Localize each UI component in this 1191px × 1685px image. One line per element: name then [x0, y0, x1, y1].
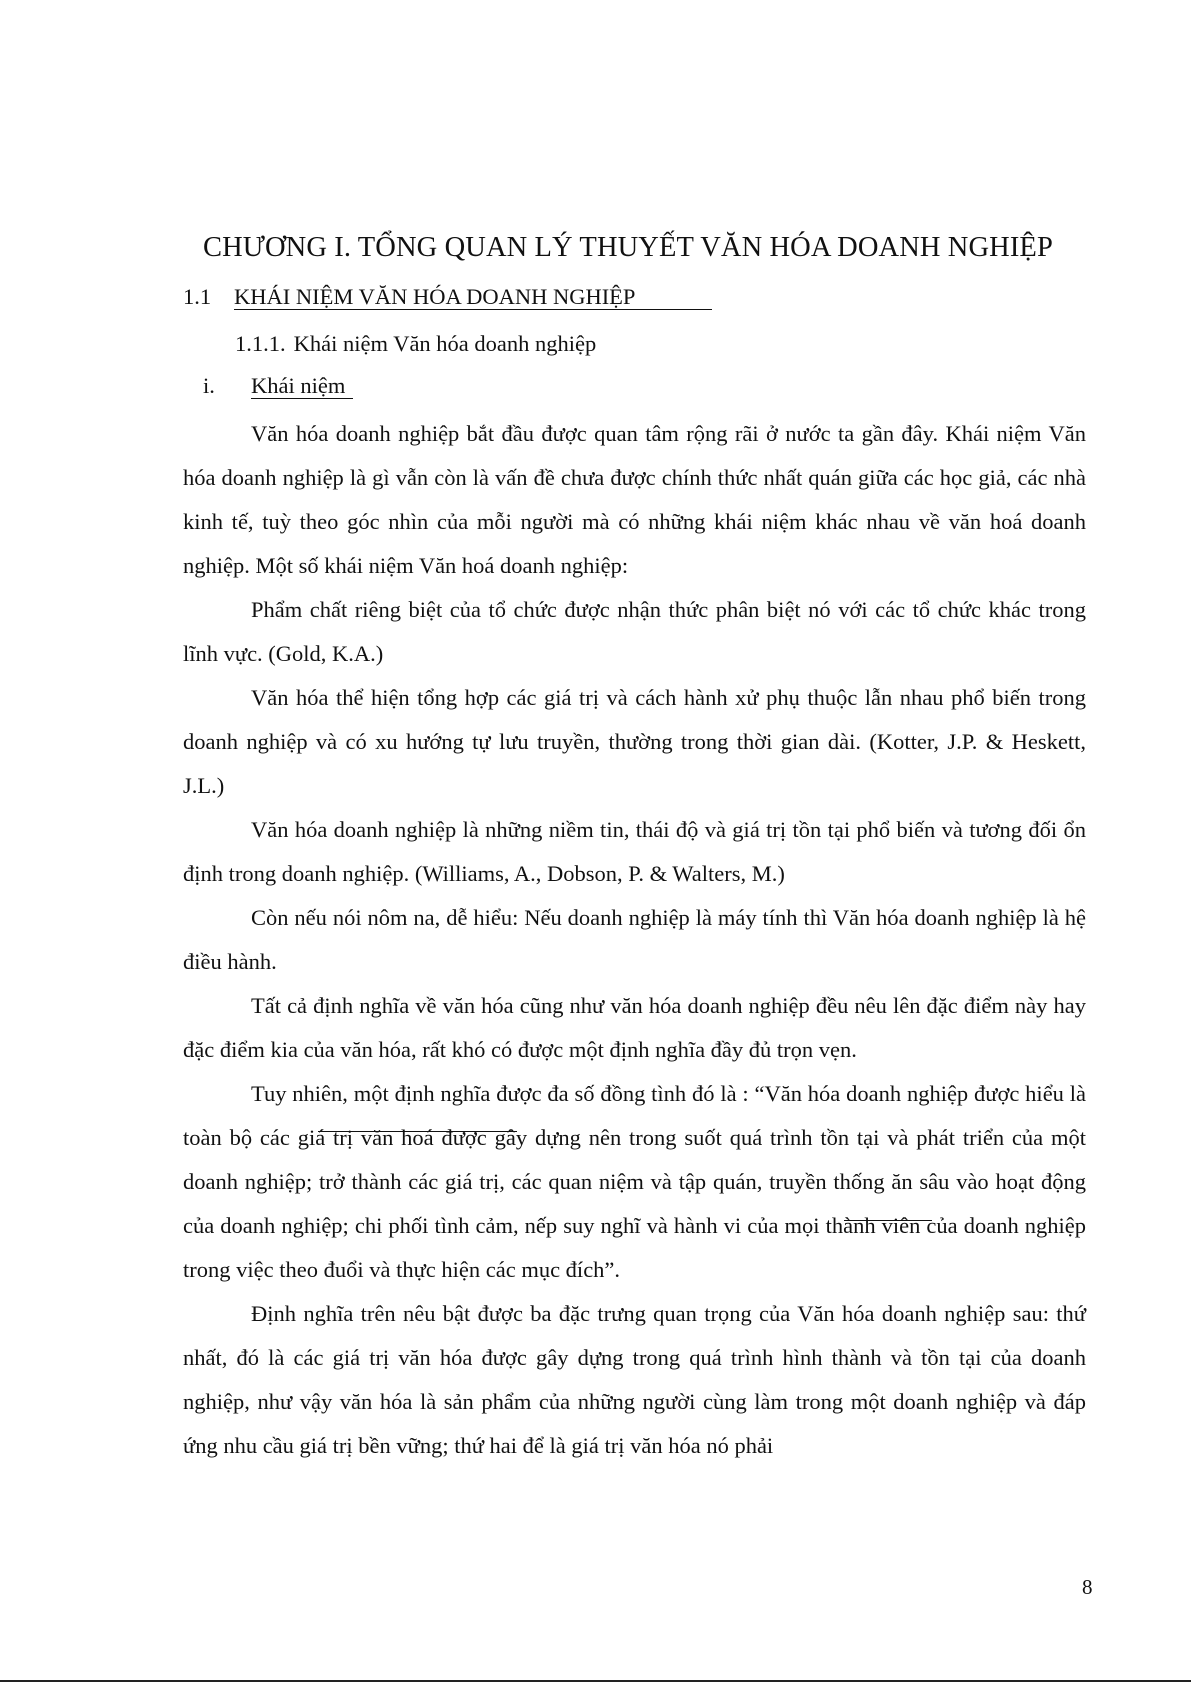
- chapter-title: CHƯƠNG I. TỔNG QUAN LÝ THUYẾT VĂN HÓA DOANH NGHIỆP: [203, 232, 1053, 263]
- paragraph: Tất cả định nghĩa về văn hóa cũng như văn hóa doanh nghiệp đều nêu lên đặc điểm này hay đặc điểm kia của văn hóa, rất khó có được một định nghĩa đầy đủ trọn vẹn.: [183, 993, 1086, 1062]
- annotation-underline: [844, 1220, 932, 1221]
- item-title: Khái niệm: [251, 374, 353, 399]
- paragraph: Văn hóa doanh nghiệp là những niềm tin, thái độ và giá trị tồn tại phổ biến và tương đối ổn định trong doanh nghiệp. (Williams, A., Dobson, P. & Walters, M.): [183, 817, 1086, 886]
- section-heading: [183, 284, 712, 310]
- paragraph: Văn hóa doanh nghiệp bắt đầu được quan tâm rộng rãi ở nước ta gần đây. Khái niệm Văn hóa doanh nghiệp là gì vẫn còn là vấn đề chưa được chính thức nhất quán giữa các học giả, các nhà kinh tế, tuỳ theo góc nhìn của mỗi người mà có những khái niệm khác nhau về văn hoá doanh nghiệp. Một số khái niệm Văn hoá doanh nghiệp:: [183, 421, 1086, 578]
- subsection-heading: [235, 331, 596, 357]
- subsection-title: Khái niệm Văn hóa doanh nghiệp: [293, 331, 597, 356]
- subsection-number: 1.1.1.: [235, 331, 286, 356]
- item-number: i.: [203, 373, 215, 398]
- paragraph: Tuy nhiên, một định nghĩa được đa số đồng tình đó là : “Văn hóa doanh nghiệp được hiểu là toàn bộ các giá trị văn hoá được gây dựng nên trong suốt quá trình tồn tại và phát triển của một doanh nghiệp; trở thành các giá trị, các quan niệm và tập quán, truyền thống ăn sâu vào hoạt động của doanh nghiệp; chi phối tình cảm, nếp suy nghĩ và hành vi của mọi thành viên của doanh nghiệp trong việc theo đuổi và thực hiện các mục đích”.: [183, 1081, 1086, 1282]
- footer-rule: [0, 1680, 1191, 1682]
- section-number: 1.1: [183, 284, 212, 309]
- paragraph: Phẩm chất riêng biệt của tổ chức được nhận thức phân biệt nó với các tổ chức khác trong lĩnh vực. (Gold, K.A.): [183, 597, 1086, 666]
- paragraph: Định nghĩa trên nêu bật được ba đặc trưng quan trọng của Văn hóa doanh nghiệp sau: thứ nhất, đó là các giá trị văn hóa được gây dựng trong quá trình hình thành và tồn tại của doanh nghiệp, như vậy văn hóa là sản phẩm của những người cùng làm trong một doanh nghiệp và đáp ứng nhu cầu giá trị bền vững; thứ hai để là giá trị văn hóa nó phải: [183, 1301, 1086, 1458]
- paragraph: Còn nếu nói nôm na, dễ hiểu: Nếu doanh nghiệp là máy tính thì Văn hóa doanh nghiệp là hệ điều hành.: [183, 905, 1086, 974]
- paragraph: Văn hóa thể hiện tổng hợp các giá trị và cách hành xử phụ thuộc lẫn nhau phổ biến trong doanh nghiệp và có xu hướng tự lưu truyền, thường trong thời gian dài. (Kotter, J.P. & Heskett, J.L.): [183, 685, 1086, 798]
- body-text: [183, 412, 1086, 1468]
- item-heading: [203, 373, 353, 399]
- page-number: 8: [1082, 1575, 1093, 1599]
- section-title: KHÁI NIỆM VĂN HÓA DOANH NGHIỆP: [234, 285, 712, 310]
- annotation-underline: [318, 1131, 517, 1132]
